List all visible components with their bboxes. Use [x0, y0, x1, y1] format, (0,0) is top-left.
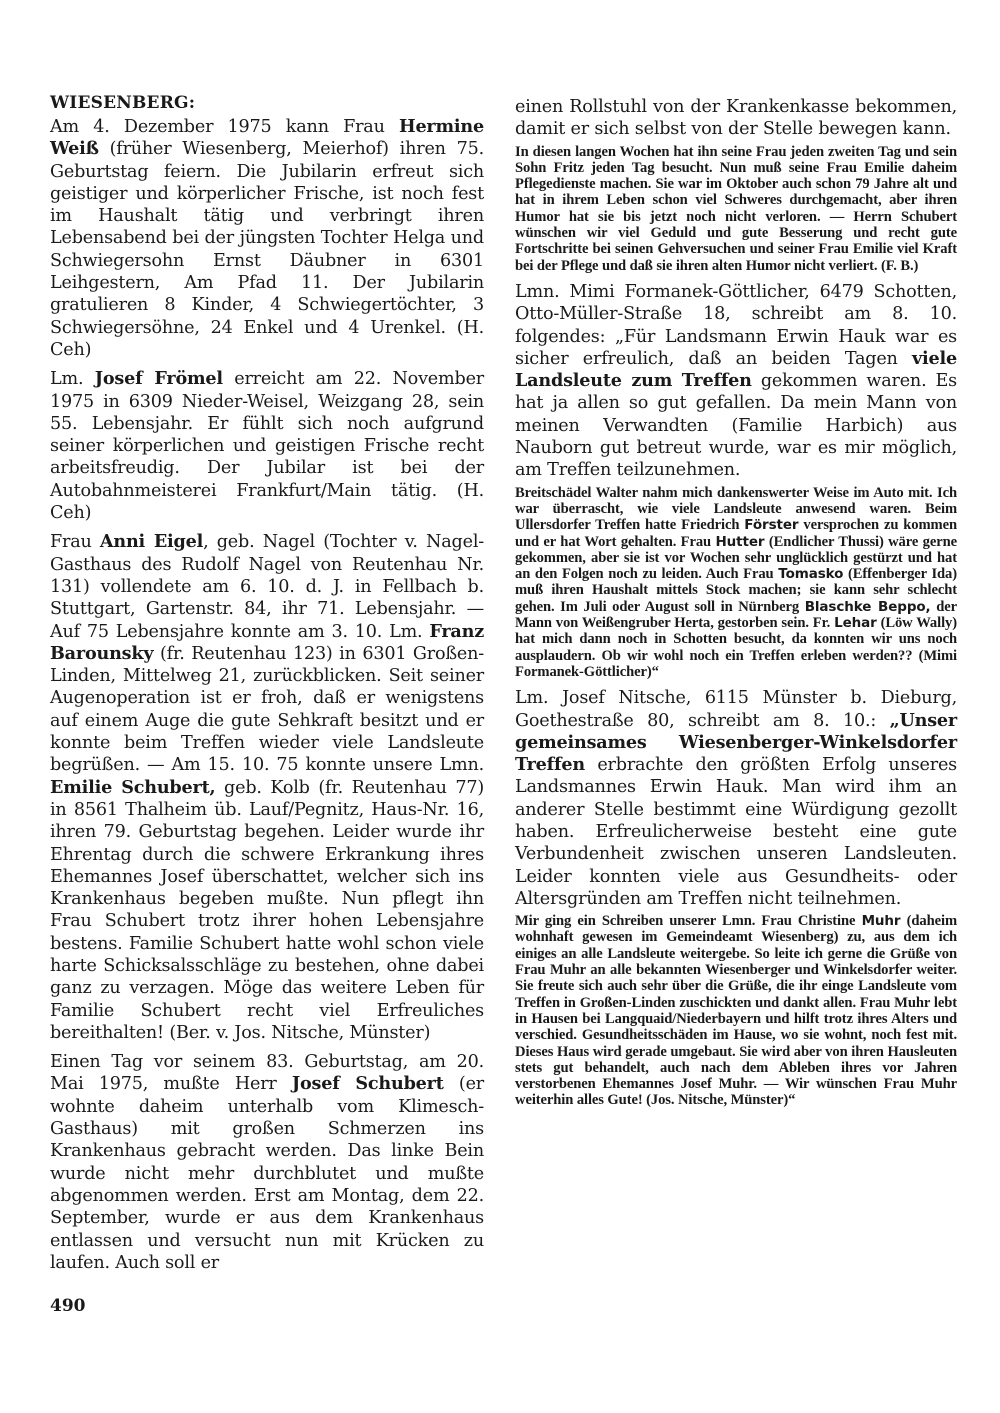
text: (früher Wiesenberg, Meierhof) ihren 75. Geburtstag feiern. Die Jubilarin erfreut sich geistiger und körperlicher Frische, ist noch fest im Haushalt tätig und verbringt ihren Lebensabend bei der jüngsten Tochter Helga und Schwiegersohn Ernst Däubner in 6301 Leihgestern, Am Pfad 11. Der Jubilarin gratulieren 8 Kinder, 4 Schwiegertöchter, 3 Schwiegersöhne, 24 Enkel und 4 Urenkel. (H. Ceh)	[50, 139, 484, 360]
text: (Effenberger Ida) muß ihren Haushalt mittels Stock machen; sie kann sehr schlecht gehen. Im Juli oder August soll in Nürnberg	[515, 566, 958, 615]
text: , geb. Nagel (Tochter v. Nagel-Gasthaus des Rudolf Nagel von Reutenhau Nr. 131) vollendete am 6. 10. d. J. in Fellbach b. Stuttgart, Gartenstr. 84, ihr 71. Lebensjahr. — Auf 75 Lebensjahre konnte am 3. 10. Lm.	[50, 532, 484, 642]
text: Mir ging ein Schreiben unserer Lmn. Frau Christine	[515, 913, 862, 930]
text: (Endlicher Thussi) wäre gerne gekommen, aber sie ist vor Wochen sehr unglücklich gestürzt und hat an den Folgen noch zu leiden. Auch Frau	[515, 533, 957, 583]
text: gekommen waren. Es hat ja allen so gut gefallen. Da mein Mann von meinen Verwandten (Familie Harbich) aus Nauborn gut betreut wurde, war es mir möglich, am Treffen teilzunehmen.	[515, 371, 958, 481]
name-highlight: Josef Frömel	[94, 368, 223, 390]
name-highlight: Muhr	[861, 913, 901, 930]
paragraph-anni-eigel	[50, 531, 484, 1044]
text: Am 4. Dezember 1975 kann Frau	[50, 117, 400, 137]
text: (er wohnte daheim unterhalb vom Klimesch-Gasthaus) mit großen Schmerzen ins Krankenhaus gebracht werden. Das linke Bein wurde nicht mehr durchblutet und mußte abgenommen werden. Erst am Montag, dem 22. September, wurde er aus dem Krankenhaus entlassen und versucht nun mit Krücken zu laufen. Auch soll er	[50, 1074, 484, 1273]
highlight: „Unser gemeinsames Wiesenberger-Winkelsdorfer Treffen	[515, 709, 957, 776]
name-highlight: Hermine Weiß	[50, 116, 484, 160]
name-highlight: Josef Schubert	[291, 1073, 444, 1095]
name-highlight: Hutter	[715, 533, 765, 550]
name-highlight: Franz Barounsky	[50, 620, 484, 664]
name-highlight: Tomasko	[778, 566, 844, 583]
paragraph-formanek-letter	[515, 281, 957, 482]
right-column	[515, 96, 957, 1109]
text: Einen Tag vor seinem 83. Geburtstag, am 20. Mai 1975, mußte Herr	[50, 1052, 484, 1095]
text: versprochen zu kommen und er hat Wort gehalten. Frau	[515, 517, 957, 550]
paragraph-schubert-visits: In diesen langen Wochen hat ihn seine Frau jeden zweiten Tag und sein Sohn Fritz jeden Tag besucht. Nun muß seine Frau Emilie daheim Pflegedienste machen. Sie war im Oktober auch schon 79 Jahre alt und hat in ihrem Leben schon viel Schweres durchgemacht, aber ihren Humor hat sie bis jetzt noch nicht verloren. — Herrn Schubert wünschen wir viel Geduld und gute Besserung und recht gute Fortschritte bei seinen Gehversuchen und seiner Frau Emilie viel Kraft bei der Pflege und daß sie ihren alten Humor nicht verliert. (F. B.)	[515, 143, 957, 274]
text: Lm.	[50, 369, 95, 390]
text: (daheim wohnhaft gewesen im Gemeindeamt Wiesenberg) zu, aus dem ich einiges an alle Landsleute weitergebe. So leite ich gerne die Grüße von Frau Muhr an alle bekannten Wiesenberger und Winkelsdorfer weiter. Sie freute sich auch sehr über die Grüße, die ihr einge Landsleute vom Treffen in Großen-Linden zuschickten und dankt allen. Frau Muhr lebt in Hausen bei Langquaid/Niederbayern und hilft trotz ihres Alters und verschied. Gesundheitsschäden im Hause, wo sie wohnt, noch fest mit. Dieses Haus wird gerade umgebaut. Sie wird aber von ihren Hausleuten stets gut behandelt, auch nach dem Ableben ihres vor Jahren verstorbenen Ehemannes Josef Muhr. — Wir wünschen Frau Muhr weiterhin alles Gute! (Jos. Nitsche, Münster)“	[515, 913, 957, 1109]
paragraph-hermine-weiss	[50, 116, 484, 361]
highlight: viele Landsleute zum Treffen	[515, 347, 957, 392]
text: Lm. Josef Nitsche, 6115 Münster b. Dieburg, Goethestraße 80, schreibt am 8. 10.:	[515, 688, 957, 731]
section-heading: WIESENBERG:	[50, 93, 196, 113]
text: erbrachte den größten Erfolg unseres Landsmannes Erwin Hauk. Man wird ihm an anderer Stelle bestimmt eine Würdigung gezollt haben. Erfreulicherweise besteht eine gute Verbundenheit zwischen unseren Landsleuten. Leider konnten viele aus Gesundheits- oder Altersgründen am Treffen nicht teilnehmen.	[515, 755, 957, 909]
paragraph-nitsche-letter	[515, 687, 957, 910]
text: geb. Kolb (fr. Reutenhau 77) in 8561 Thalheim üb. Lauf/Pegnitz, Haus-Nr. 16, ihren 79. Geburtstag begehen. Leider wurde ihr Ehrentag durch die schwere Erkrankung ihres Ehemannes Josef überschattet, welcher sich ins Krankenhaus begeben mußte. Nun pflegt ihn Frau Schubert trotz ihrer hohen Lebensjahre bestens. Familie Schubert hatte wohl schon viele harte Schicksalsschläge zu bestehen, ohne dabei ganz zu verzagen. Möge das weitere Leben für Familie Schubert recht viel Erfreuliches bereithalten! (Ber. v. Jos. Nitsche, Münster)	[50, 777, 485, 1043]
paragraph-josef-schubert	[50, 1051, 484, 1274]
paragraph-muhr	[515, 913, 957, 1109]
text: (Löw Wally) hat mich dann noch in Schotten besucht, da konnten wir uns noch ausplaudern. Ob wir wohl noch ein Treffen erleben werden?? (Mimi Formanek-Göttlicher)“	[515, 615, 957, 680]
name-highlight: Emilie Schubert,	[50, 776, 216, 798]
name-highlight: Blaschke Beppo,	[804, 598, 931, 615]
paragraph-rollstuhl: einen Rollstuhl von der Krankenkasse bekommen, damit er sich selbst von der Stelle bewegen kann.	[515, 97, 957, 140]
text: Lmn. Mimi Formanek-Göttlicher, 6479 Schotten, Otto-Müller-Straße 18, schreibt am 8. 10. folgendes: „Für Landsmann Erwin Hauk war es sicher erfreulich, daß an beiden Tagen	[515, 281, 957, 369]
name-highlight: Anni Eigel	[99, 531, 204, 553]
paragraph-josef-froemel	[50, 368, 484, 524]
text: erreicht am 22. November 1975 in 6309 Nieder-Weisel, Weizgang 28, sein 55. Lebensjahr. Er fühlt sich noch aufgrund seiner körperlichen und geistigen Frische recht arbeitsfreudig. Der Jubilar ist bei der Autobahnmeisterei Frankfurt/Main tätig. (H. Ceh)	[50, 369, 484, 524]
paragraph-formanek-news	[515, 485, 957, 681]
text: Frau	[50, 532, 100, 553]
text: (fr. Reutenhau 123) in 6301 Großen-Linden, Mittelweg 21, zurückblicken. Seit seiner Augenoperation ist er froh, daß er wenigstens auf einem Auge die gute Sehkraft besitzt und er konnte beim Treffen wieder viele Landsleute begrüßen. — Am 15. 10. 75 konnte unsere Lmn.	[50, 643, 484, 776]
text: Breitschädel Walter nahm mich dankenswerter Weise im Auto mit. Ich war überrascht, wie viele Landsleute anwesend waren. Beim Ullersdorfer Treffen hatte Friedrich	[515, 484, 957, 534]
name-highlight: Lehar	[834, 615, 877, 632]
page-number: 490	[50, 1296, 86, 1316]
text: der Mann von Weißengruber Herta, gestorben sein. Fr.	[515, 598, 957, 632]
left-column	[50, 92, 484, 1274]
name-highlight: Förster	[744, 517, 799, 534]
